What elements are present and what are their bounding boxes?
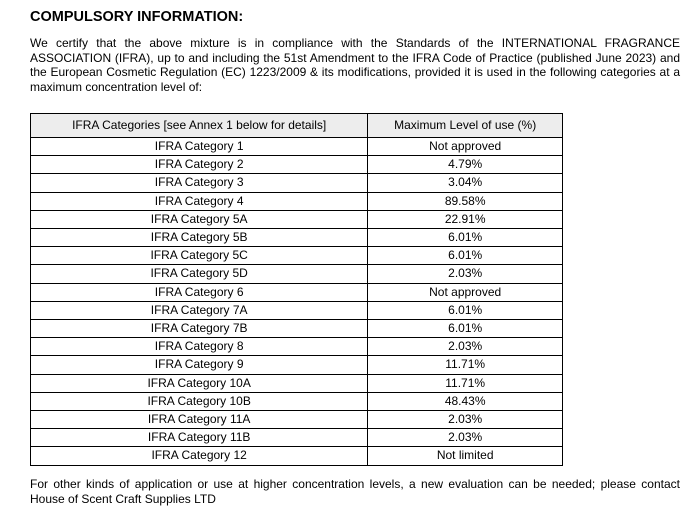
section-heading: COMPULSORY INFORMATION: (30, 9, 244, 25)
max-level-cell: 6.01% (368, 320, 563, 338)
category-cell: IFRA Category 2 (31, 156, 368, 174)
max-level-cell: 2.03% (368, 411, 563, 429)
category-cell: IFRA Category 6 (31, 283, 368, 301)
max-level-cell: 22.91% (368, 210, 563, 228)
category-cell: IFRA Category 4 (31, 192, 368, 210)
table-body (31, 138, 563, 466)
max-level-cell: 6.01% (368, 229, 563, 247)
table-row (31, 229, 563, 247)
table-row (31, 411, 563, 429)
category-cell: IFRA Category 5A (31, 210, 368, 228)
max-level-cell: 2.03% (368, 429, 563, 447)
table-row (31, 283, 563, 301)
document-page (30, 9, 680, 506)
max-level-cell: 3.04% (368, 174, 563, 192)
header-category: IFRA Categories [see Annex 1 below for details] (31, 114, 368, 138)
table-row (31, 210, 563, 228)
max-level-cell: Not approved (368, 283, 563, 301)
table-row (31, 265, 563, 283)
max-level-cell: 48.43% (368, 392, 563, 410)
table-row (31, 429, 563, 447)
table-row (31, 156, 563, 174)
table-row (31, 247, 563, 265)
category-cell: IFRA Category 11B (31, 429, 368, 447)
max-level-cell: 6.01% (368, 247, 563, 265)
max-level-cell: 89.58% (368, 192, 563, 210)
table-row (31, 320, 563, 338)
table-row (31, 447, 563, 465)
category-cell: IFRA Category 12 (31, 447, 368, 465)
table-header-row (31, 114, 563, 138)
category-cell: IFRA Category 11A (31, 411, 368, 429)
table-row (31, 338, 563, 356)
table-row (31, 374, 563, 392)
max-level-cell: 2.03% (368, 338, 563, 356)
table-row (31, 192, 563, 210)
max-level-cell: 4.79% (368, 156, 563, 174)
category-cell: IFRA Category 5C (31, 247, 368, 265)
category-cell: IFRA Category 10A (31, 374, 368, 392)
ifra-limits-table (30, 113, 563, 466)
category-cell: IFRA Category 5D (31, 265, 368, 283)
max-level-cell: Not limited (368, 447, 563, 465)
category-cell: IFRA Category 10B (31, 392, 368, 410)
compliance-statement: We certify that the above mixture is in compliance with the Standards of the INTERNATIONAL FRAGRANCE ASSOCIATION (IFRA), up to and including the 51st Amendment to the IFRA Code of Practice (published June 2023) and the European Cosmetic Regulation (EC) 1223/2009 & its modifications, provided it is used in the following categories at a maximum concentration level of: (30, 36, 680, 94)
category-cell: IFRA Category 1 (31, 138, 368, 156)
category-cell: IFRA Category 5B (31, 229, 368, 247)
category-cell: IFRA Category 3 (31, 174, 368, 192)
category-cell: IFRA Category 8 (31, 338, 368, 356)
table-row (31, 301, 563, 319)
max-level-cell: 11.71% (368, 374, 563, 392)
table-row (31, 174, 563, 192)
table-row (31, 356, 563, 374)
table-row (31, 392, 563, 410)
max-level-cell: Not approved (368, 138, 563, 156)
category-cell: IFRA Category 7B (31, 320, 368, 338)
table-row (31, 138, 563, 156)
max-level-cell: 2.03% (368, 265, 563, 283)
footer-note: For other kinds of application or use at higher concentration levels, a new evaluation can be needed; please contact House of Scent Craft Supplies LTD (30, 477, 680, 506)
category-cell: IFRA Category 7A (31, 301, 368, 319)
max-level-cell: 6.01% (368, 301, 563, 319)
header-max-level: Maximum Level of use (%) (368, 114, 563, 138)
category-cell: IFRA Category 9 (31, 356, 368, 374)
max-level-cell: 11.71% (368, 356, 563, 374)
